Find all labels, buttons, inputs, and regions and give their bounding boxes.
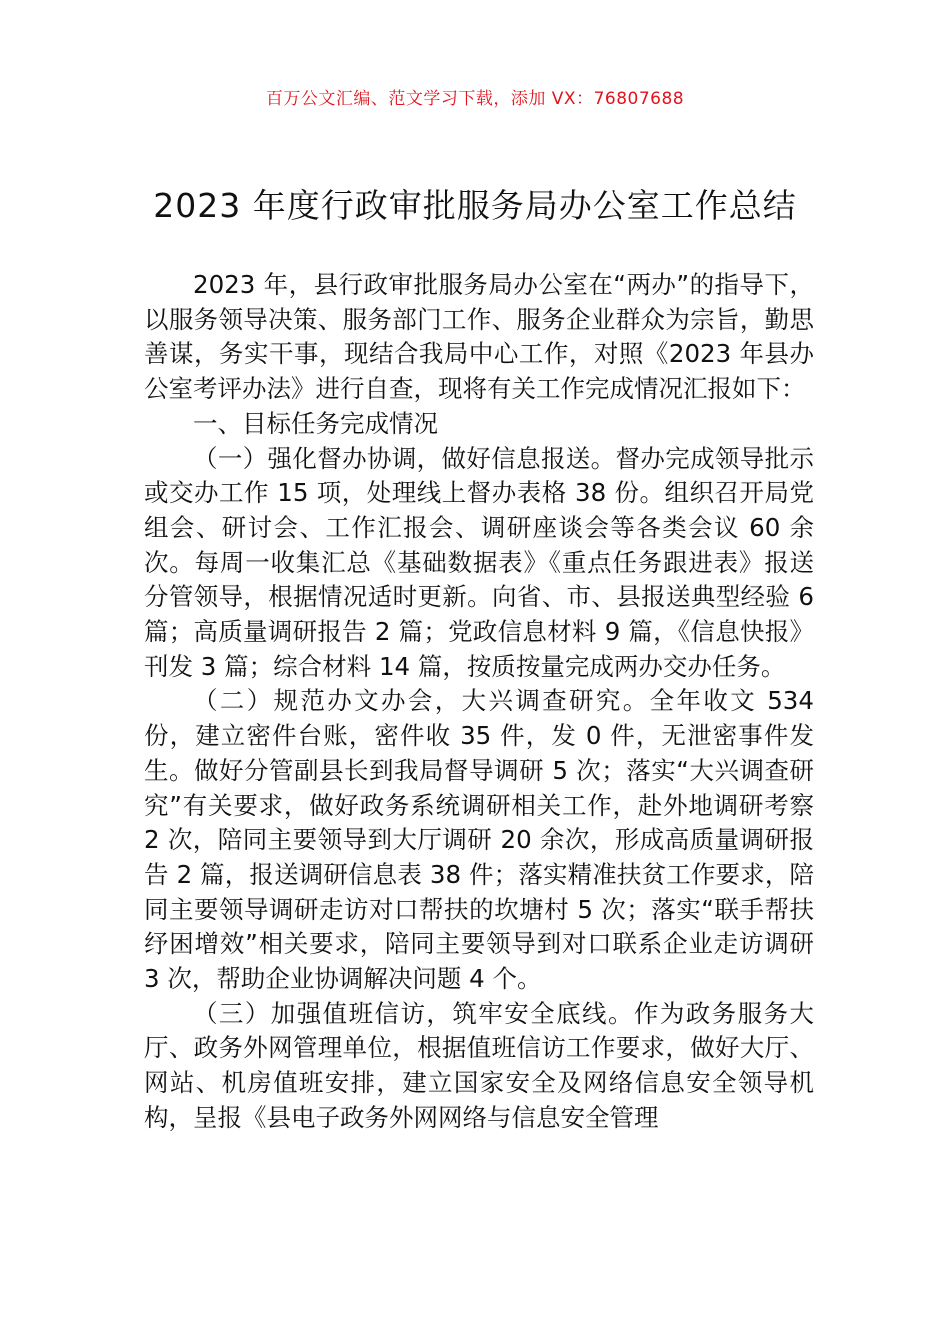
document-title: 2023 年度行政审批服务局办公室工作总结	[153, 186, 797, 225]
paragraph-section-1: （一）强化督办协调，做好信息报送。督办完成领导批示或交办工作 15 项，处理线上督办表格 38 份。组织召开局党组会、研讨会、工作汇报会、调研座谈会等各类会议 60 余次。每周一收集汇总《基础数据表》《重点任务跟进表》报送分管领导，根据情况适时更新。向省、市、县报送典型经验 6 篇；高质量调研报告 2 篇；党政信息材料 9 篇，《信息快报》刊发 3 篇；综合材料 14 篇，按质按量完成两办交办任务。	[144, 443, 814, 681]
section-heading: 一、目标任务完成情况	[193, 408, 438, 438]
paragraph-section-2: （二）规范办文办会，大兴调查研究。全年收文 534 份，建立密件台账，密件收 35 件，发 0 件，无泄密事件发生。做好分管副县长到我局督导调研 5 次；落实“大兴调查研究”有关要求，做好政务系统调研相关工作，赴外地调研考察 2 次，陪同主要领导到大厅调研 20 余次，形成高质量调研报告 2 篇，报送调研信息表 38 件；落实精准扶贫工作要求，陪同主要领导调研走访对口帮扶的坎塘村 5 次；落实“联手帮扶纾困增效”相关要求，陪同主要领导到对口联系企业走访调研 3 次，帮助企业协调解决问题 4 个。	[144, 686, 814, 994]
document-body	[144, 268, 814, 1136]
paragraph-section-3: （三）加强值班信访，筑牢安全底线。作为政务服务大厅、政务外网管理单位，根据值班信访工作要求，做好大厅、网站、机房值班安排，建立国家安全及网络信息安全领导机构，呈报《县电子政务外网网络与信息安全管理	[144, 998, 814, 1132]
paragraph-intro: 2023 年，县行政审批服务局办公室在“两办”的指导下，以服务领导决策、服务部门工作、服务企业群众为宗旨，勤思善谋，务实干事，现结合我局中心工作，对照《2023 年县办公室考评办法》进行自查，现将有关工作完成情况汇报如下：	[144, 270, 814, 404]
watermark-notice: 百万公文汇编、范文学习下载，添加 VX：76807688	[265, 89, 685, 109]
